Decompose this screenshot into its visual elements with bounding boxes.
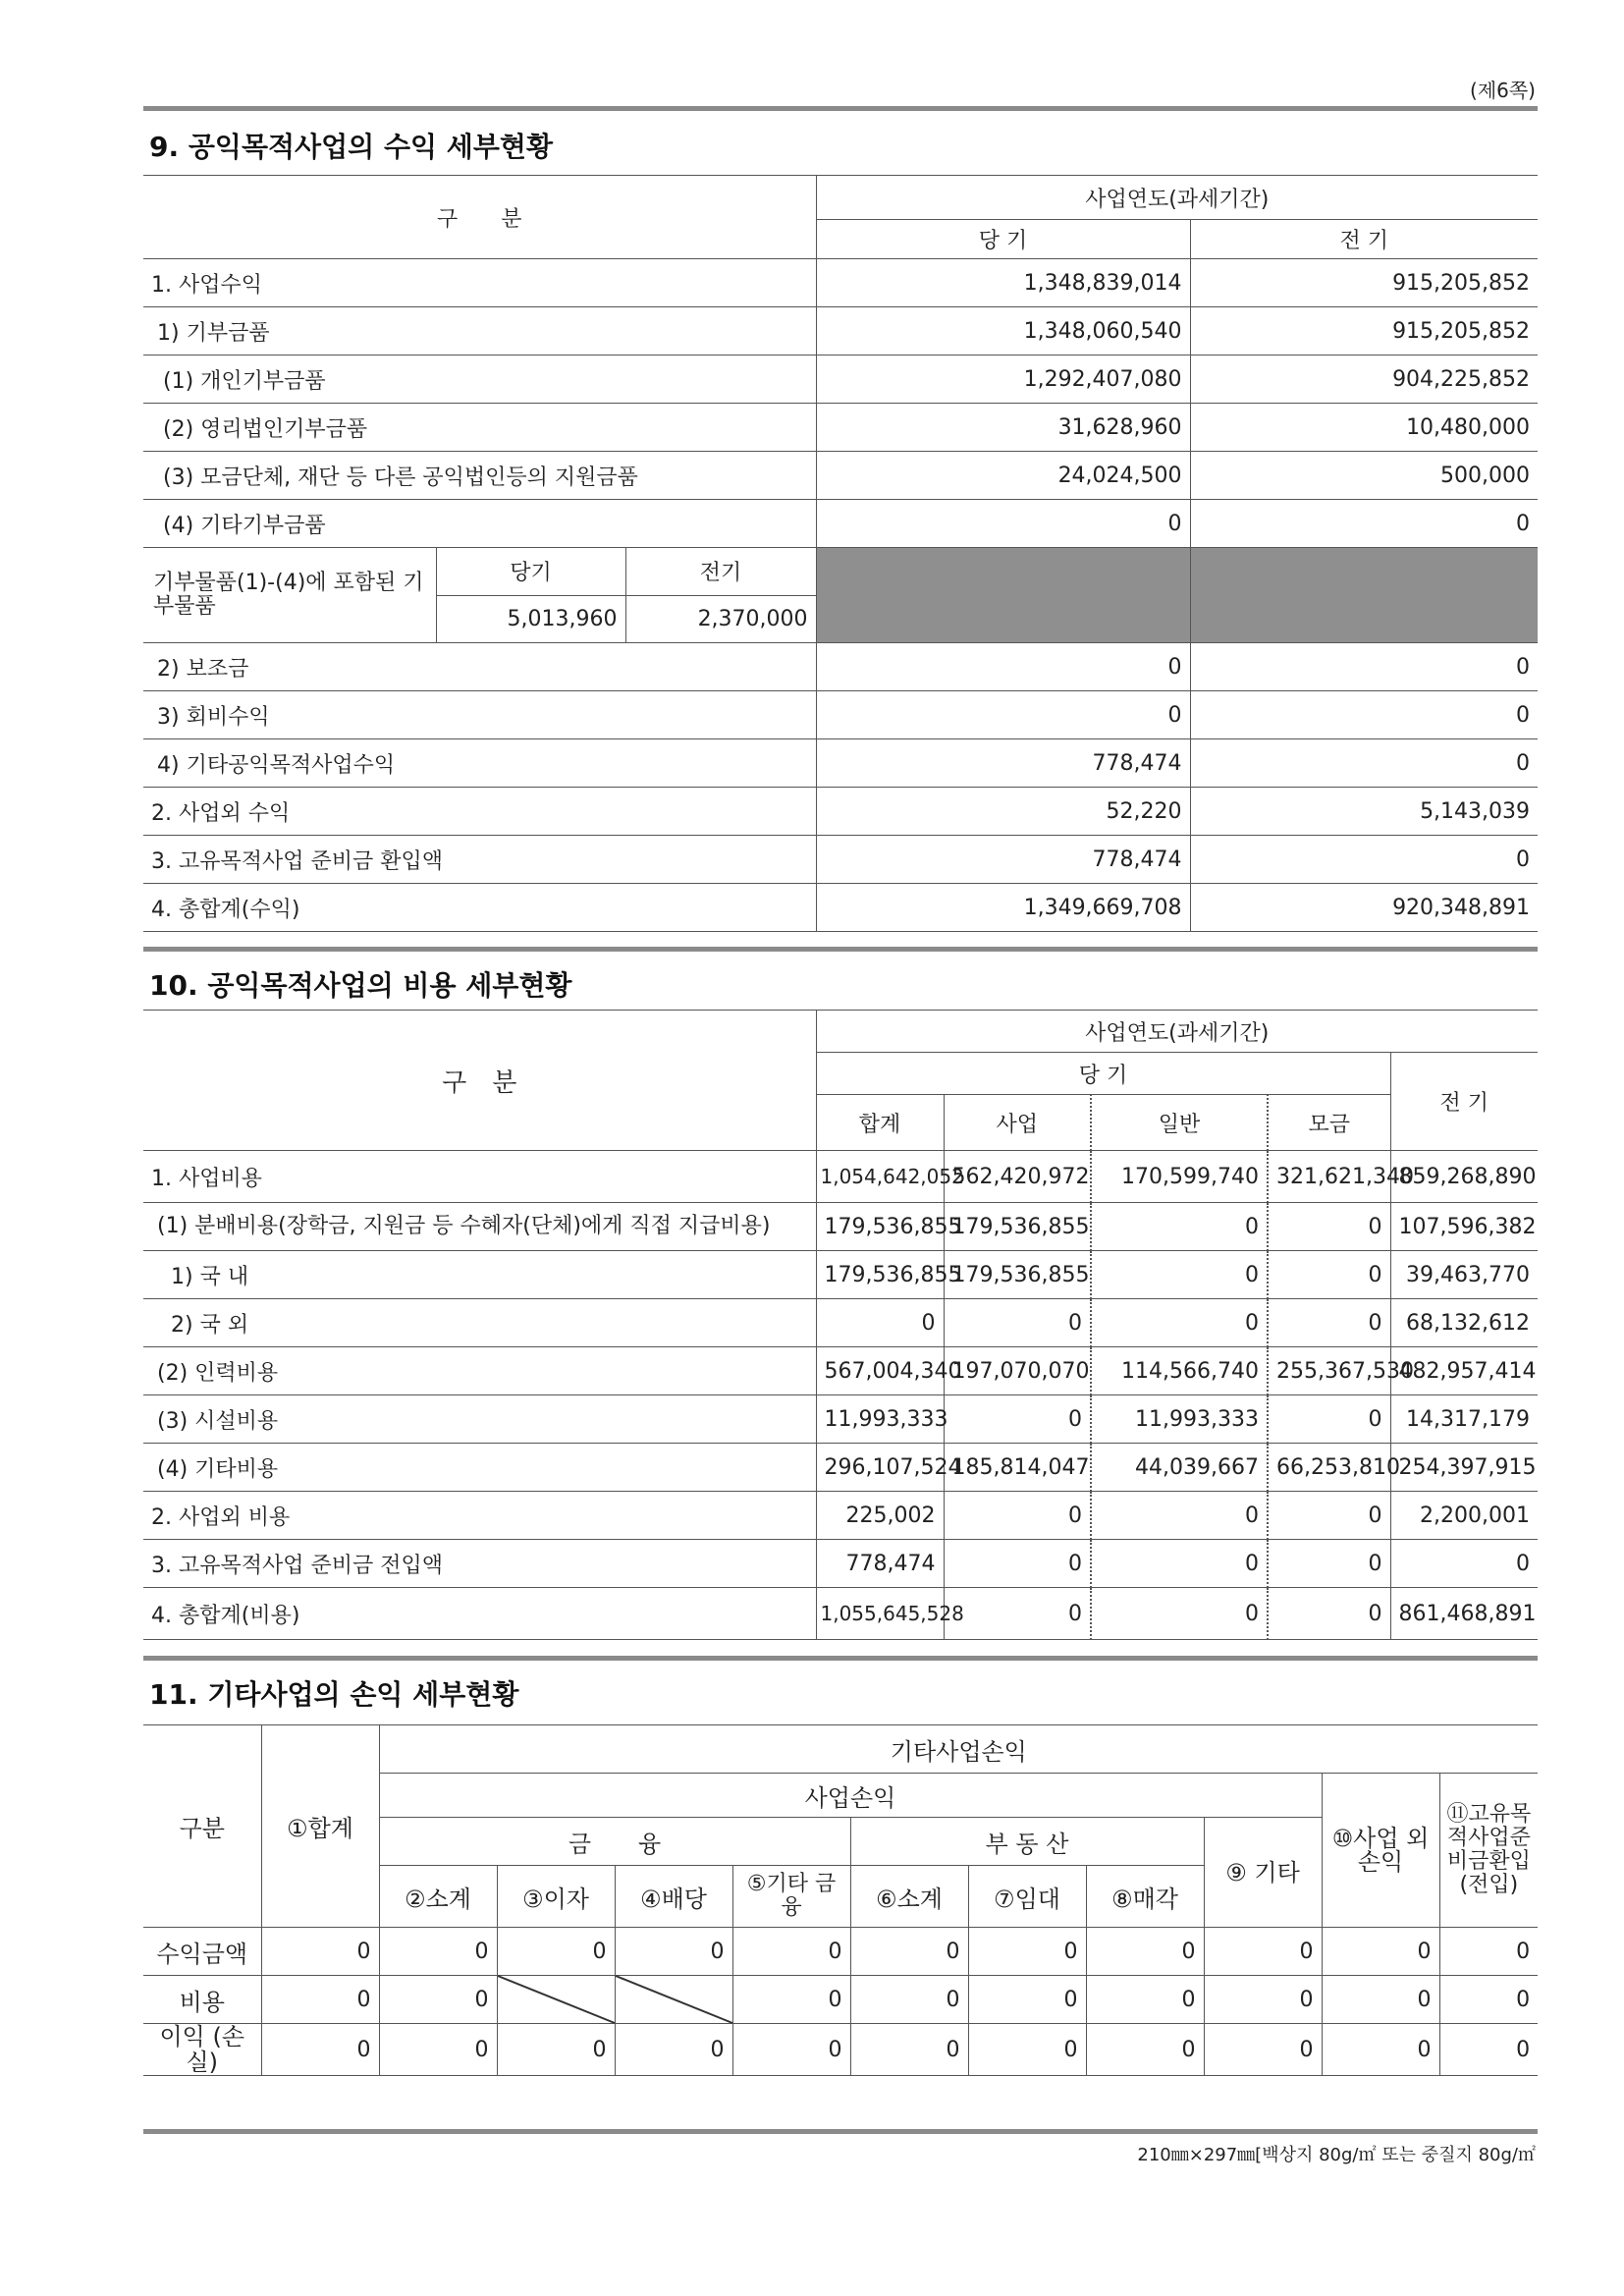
subheader-fundraising: 모금 <box>1268 1095 1390 1151</box>
previous-value: 0 <box>1390 1540 1538 1588</box>
value-cell: 0 <box>1439 1976 1538 2024</box>
current-value: 0 <box>816 691 1190 739</box>
value-cell: 0 <box>732 1928 850 1976</box>
table-row <box>143 643 1538 691</box>
value-cell: 0 <box>850 2024 968 2076</box>
goods-previous-value: 2,370,000 <box>625 595 816 643</box>
row-label: 2) 국 외 <box>143 1299 816 1347</box>
general-value: 0 <box>1091 1203 1268 1251</box>
table-row <box>143 355 1538 404</box>
table-row <box>143 1299 1538 1347</box>
header-gubun: 구 분 <box>143 1011 816 1151</box>
fundraising-value: 0 <box>1268 1540 1390 1588</box>
page-number: (제6쪽) <box>1470 79 1536 102</box>
row-label: 3) 회비수익 <box>143 691 816 739</box>
donated-goods-row <box>143 548 1538 596</box>
table-row <box>143 1395 1538 1444</box>
previous-value: 5,143,039 <box>1190 788 1538 836</box>
subheader-re-subtotal: ⑥소계 <box>850 1866 968 1928</box>
value-cell: 0 <box>379 1976 497 2024</box>
general-value: 0 <box>1091 1492 1268 1540</box>
subheader-fin-subtotal: ②소계 <box>379 1866 497 1928</box>
value-cell: 0 <box>1204 1928 1322 1976</box>
row-label: 2) 보조금 <box>143 643 816 691</box>
previous-value: 10,480,000 <box>1190 404 1538 452</box>
diagonal-slash-cell <box>497 1976 615 2024</box>
previous-value: 0 <box>1190 500 1538 548</box>
previous-value: 0 <box>1190 691 1538 739</box>
previous-value: 2,200,001 <box>1390 1492 1538 1540</box>
header-etc: ⑨ 기타 <box>1204 1818 1322 1928</box>
header-previous: 전 기 <box>1190 220 1538 259</box>
previous-value: 500,000 <box>1190 452 1538 500</box>
shaded-cell <box>816 548 1190 643</box>
current-value: 1,348,839,014 <box>816 259 1190 307</box>
previous-value: 915,205,852 <box>1190 307 1538 355</box>
total-value: 0 <box>816 1299 944 1347</box>
section-divider <box>143 1656 1538 1661</box>
section-9-title: 9. 공익목적사업의 수익 세부현황 <box>149 131 553 163</box>
previous-value: 0 <box>1190 643 1538 691</box>
fundraising-value: 255,367,530 <box>1268 1347 1390 1395</box>
table-row <box>143 1444 1538 1492</box>
income-table <box>143 175 1538 932</box>
value-cell: 0 <box>379 2024 497 2076</box>
general-value: 0 <box>1091 1251 1268 1299</box>
row-label: 1) 기부금품 <box>143 307 816 355</box>
total-value: 567,004,340 <box>816 1347 944 1395</box>
table-row <box>143 500 1538 548</box>
current-value: 52,220 <box>816 788 1190 836</box>
current-value: 1,292,407,080 <box>816 355 1190 404</box>
value-cell: 0 <box>379 1928 497 1976</box>
fundraising-value: 0 <box>1268 1203 1390 1251</box>
general-value: 0 <box>1091 1540 1268 1588</box>
row-label: (3) 시설비용 <box>143 1395 816 1444</box>
business-value: 197,070,070 <box>944 1347 1091 1395</box>
fundraising-value: 0 <box>1268 1492 1390 1540</box>
business-value: 0 <box>944 1540 1091 1588</box>
header-total: ①합계 <box>261 1725 379 1928</box>
previous-value: 107,596,382 <box>1390 1203 1538 1251</box>
row-label: 3. 고유목적사업 준비금 전입액 <box>143 1540 816 1588</box>
paper-spec-footer: 210㎜×297㎜[백상지 80g/㎡ 또는 중질지 80g/㎡ <box>1137 2145 1536 2165</box>
value-cell: 0 <box>968 2024 1086 2076</box>
business-value: 179,536,855 <box>944 1203 1091 1251</box>
fundraising-value: 0 <box>1268 1588 1390 1640</box>
general-value: 44,039,667 <box>1091 1444 1268 1492</box>
header-finance: 금 융 <box>379 1818 850 1866</box>
business-value: 562,420,972 <box>944 1151 1091 1203</box>
value-cell: 0 <box>1086 1976 1204 2024</box>
header-other-business: 기타사업손익 <box>379 1725 1538 1774</box>
business-value: 0 <box>944 1492 1091 1540</box>
subheader-dividend: ④배당 <box>615 1866 732 1928</box>
row-label: 3. 고유목적사업 준비금 환입액 <box>143 836 816 884</box>
total-value: 1,055,645,528 <box>816 1588 944 1640</box>
table-row <box>143 259 1538 307</box>
general-value: 0 <box>1091 1588 1268 1640</box>
value-cell: 0 <box>850 1976 968 2024</box>
fundraising-value: 0 <box>1268 1395 1390 1444</box>
general-value: 0 <box>1091 1299 1268 1347</box>
business-value: 185,814,047 <box>944 1444 1091 1492</box>
table-row <box>143 836 1538 884</box>
header-non-business: ⑩사업 외손익 <box>1322 1774 1439 1928</box>
business-value: 0 <box>944 1299 1091 1347</box>
row-label: 1. 사업비용 <box>143 1151 816 1203</box>
diagonal-slash-cell <box>615 1976 732 2024</box>
row-label: 수익금액 <box>143 1928 261 1976</box>
table-row <box>143 884 1538 932</box>
row-label: 1) 국 내 <box>143 1251 816 1299</box>
section-10-title: 10. 공익목적사업의 비용 세부현황 <box>149 969 572 1002</box>
current-value: 778,474 <box>816 836 1190 884</box>
row-label: 1. 사업수익 <box>143 259 816 307</box>
value-cell: 0 <box>732 1976 850 2024</box>
table-row <box>143 1251 1538 1299</box>
section-divider <box>143 947 1538 952</box>
row-label: (1) 분배비용(장학금, 지원금 등 수혜자(단체)에게 직접 지급비용) <box>143 1203 816 1251</box>
value-cell: 0 <box>1322 2024 1439 2076</box>
fundraising-value: 66,253,810 <box>1268 1444 1390 1492</box>
general-value: 11,993,333 <box>1091 1395 1268 1444</box>
section-divider <box>143 106 1538 111</box>
section-11-title: 11. 기타사업의 손익 세부현황 <box>149 1678 519 1711</box>
section-divider <box>143 2129 1538 2134</box>
value-cell: 0 <box>1204 2024 1322 2076</box>
table-row <box>143 691 1538 739</box>
total-value: 778,474 <box>816 1540 944 1588</box>
fundraising-value: 0 <box>1268 1299 1390 1347</box>
table-row <box>143 2024 1538 2076</box>
total-value: 1,054,642,052 <box>816 1151 944 1203</box>
table-row <box>143 739 1538 788</box>
previous-value: 920,348,891 <box>1190 884 1538 932</box>
value-cell: 0 <box>261 2024 379 2076</box>
previous-value: 254,397,915 <box>1390 1444 1538 1492</box>
current-value: 0 <box>816 500 1190 548</box>
value-cell: 0 <box>968 1928 1086 1976</box>
total-value: 11,993,333 <box>816 1395 944 1444</box>
row-label: (2) 인력비용 <box>143 1347 816 1395</box>
previous-value: 904,225,852 <box>1190 355 1538 404</box>
previous-value: 14,317,179 <box>1390 1395 1538 1444</box>
total-value: 296,107,524 <box>816 1444 944 1492</box>
table-row <box>143 1588 1538 1640</box>
business-value: 179,536,855 <box>944 1251 1091 1299</box>
value-cell: 0 <box>1204 1976 1322 2024</box>
header-reserve: ⑪고유목적사업준비금환입(전입) <box>1439 1774 1538 1928</box>
table-row <box>143 452 1538 500</box>
value-cell: 0 <box>1439 2024 1538 2076</box>
subheader-interest: ③이자 <box>497 1866 615 1928</box>
value-cell: 0 <box>261 1928 379 1976</box>
table-row <box>143 1347 1538 1395</box>
value-cell: 0 <box>1086 1928 1204 1976</box>
previous-value: 0 <box>1190 739 1538 788</box>
current-value: 0 <box>816 643 1190 691</box>
table-row <box>143 404 1538 452</box>
value-cell: 0 <box>497 1928 615 1976</box>
previous-value: 0 <box>1190 836 1538 884</box>
goods-current-value: 5,013,960 <box>436 595 625 643</box>
header-current: 당 기 <box>816 220 1190 259</box>
value-cell: 0 <box>732 2024 850 2076</box>
value-cell: 0 <box>850 1928 968 1976</box>
header-current: 당 기 <box>816 1053 1390 1095</box>
total-value: 179,536,855 <box>816 1203 944 1251</box>
previous-value: 68,132,612 <box>1390 1299 1538 1347</box>
general-value: 114,566,740 <box>1091 1347 1268 1395</box>
value-cell: 0 <box>615 2024 732 2076</box>
current-value: 24,024,500 <box>816 452 1190 500</box>
header-previous: 전 기 <box>1390 1053 1538 1151</box>
donated-goods-label: 기부물품(1)-(4)에 포함된 기부물품 <box>143 548 436 643</box>
business-value: 0 <box>944 1588 1091 1640</box>
table-row <box>143 788 1538 836</box>
previous-value: 859,268,890 <box>1390 1151 1538 1203</box>
row-label: 이익 (손실) <box>143 2024 261 2076</box>
previous-value: 482,957,414 <box>1390 1347 1538 1395</box>
value-cell: 0 <box>1322 1976 1439 2024</box>
shaded-cell <box>1190 548 1538 643</box>
table-row <box>143 307 1538 355</box>
general-value: 170,599,740 <box>1091 1151 1268 1203</box>
fundraising-value: 0 <box>1268 1251 1390 1299</box>
business-value: 0 <box>944 1395 1091 1444</box>
row-label: 4. 총합계(비용) <box>143 1588 816 1640</box>
row-label: (1) 개인기부금품 <box>143 355 816 404</box>
header-real-estate: 부 동 산 <box>850 1818 1204 1866</box>
row-label: (3) 모금단체, 재단 등 다른 공익법인등의 지원금품 <box>143 452 816 500</box>
value-cell: 0 <box>968 1976 1086 2024</box>
table-row <box>143 1151 1538 1203</box>
header-fiscal-year: 사업연도(과세기간) <box>816 1011 1538 1053</box>
subheader-other-finance: ⑤기타 금융 <box>732 1866 850 1928</box>
previous-value: 915,205,852 <box>1190 259 1538 307</box>
value-cell: 0 <box>497 2024 615 2076</box>
row-label: (4) 기타기부금품 <box>143 500 816 548</box>
fundraising-value: 321,621,340 <box>1268 1151 1390 1203</box>
value-cell: 0 <box>1086 2024 1204 2076</box>
row-label: 2. 사업외 수익 <box>143 788 816 836</box>
expense-table <box>143 1010 1538 1640</box>
subheader-general: 일반 <box>1091 1095 1268 1151</box>
table-row <box>143 1928 1538 1976</box>
row-label: 2. 사업외 비용 <box>143 1492 816 1540</box>
goods-current-label: 당기 <box>436 548 625 596</box>
header-business-pl: 사업손익 <box>379 1774 1322 1818</box>
subheader-total: 합계 <box>816 1095 944 1151</box>
goods-previous-label: 전기 <box>625 548 816 596</box>
value-cell: 0 <box>261 1976 379 2024</box>
table-row <box>143 1976 1538 2024</box>
total-value: 179,536,855 <box>816 1251 944 1299</box>
value-cell: 0 <box>1322 1928 1439 1976</box>
row-label: 4) 기타공익목적사업수익 <box>143 739 816 788</box>
current-value: 31,628,960 <box>816 404 1190 452</box>
row-label: 4. 총합계(수익) <box>143 884 816 932</box>
table-row <box>143 1540 1538 1588</box>
previous-value: 861,468,891 <box>1390 1588 1538 1640</box>
subheader-rent: ⑦임대 <box>968 1866 1086 1928</box>
table-row <box>143 1492 1538 1540</box>
current-value: 778,474 <box>816 739 1190 788</box>
header-fiscal-year: 사업연도(과세기간) <box>816 176 1538 220</box>
current-value: 1,349,669,708 <box>816 884 1190 932</box>
total-value: 225,002 <box>816 1492 944 1540</box>
value-cell: 0 <box>615 1928 732 1976</box>
subheader-business: 사업 <box>944 1095 1091 1151</box>
value-cell: 0 <box>1439 1928 1538 1976</box>
row-label: (2) 영리법인기부금품 <box>143 404 816 452</box>
current-value: 1,348,060,540 <box>816 307 1190 355</box>
other-business-table <box>143 1724 1538 2076</box>
header-gubun: 구 분 <box>143 176 816 259</box>
previous-value: 39,463,770 <box>1390 1251 1538 1299</box>
header-gubun: 구분 <box>143 1725 261 1928</box>
row-label: 비용 <box>143 1976 261 2024</box>
row-label: (4) 기타비용 <box>143 1444 816 1492</box>
table-row <box>143 1203 1538 1251</box>
subheader-sale: ⑧매각 <box>1086 1866 1204 1928</box>
